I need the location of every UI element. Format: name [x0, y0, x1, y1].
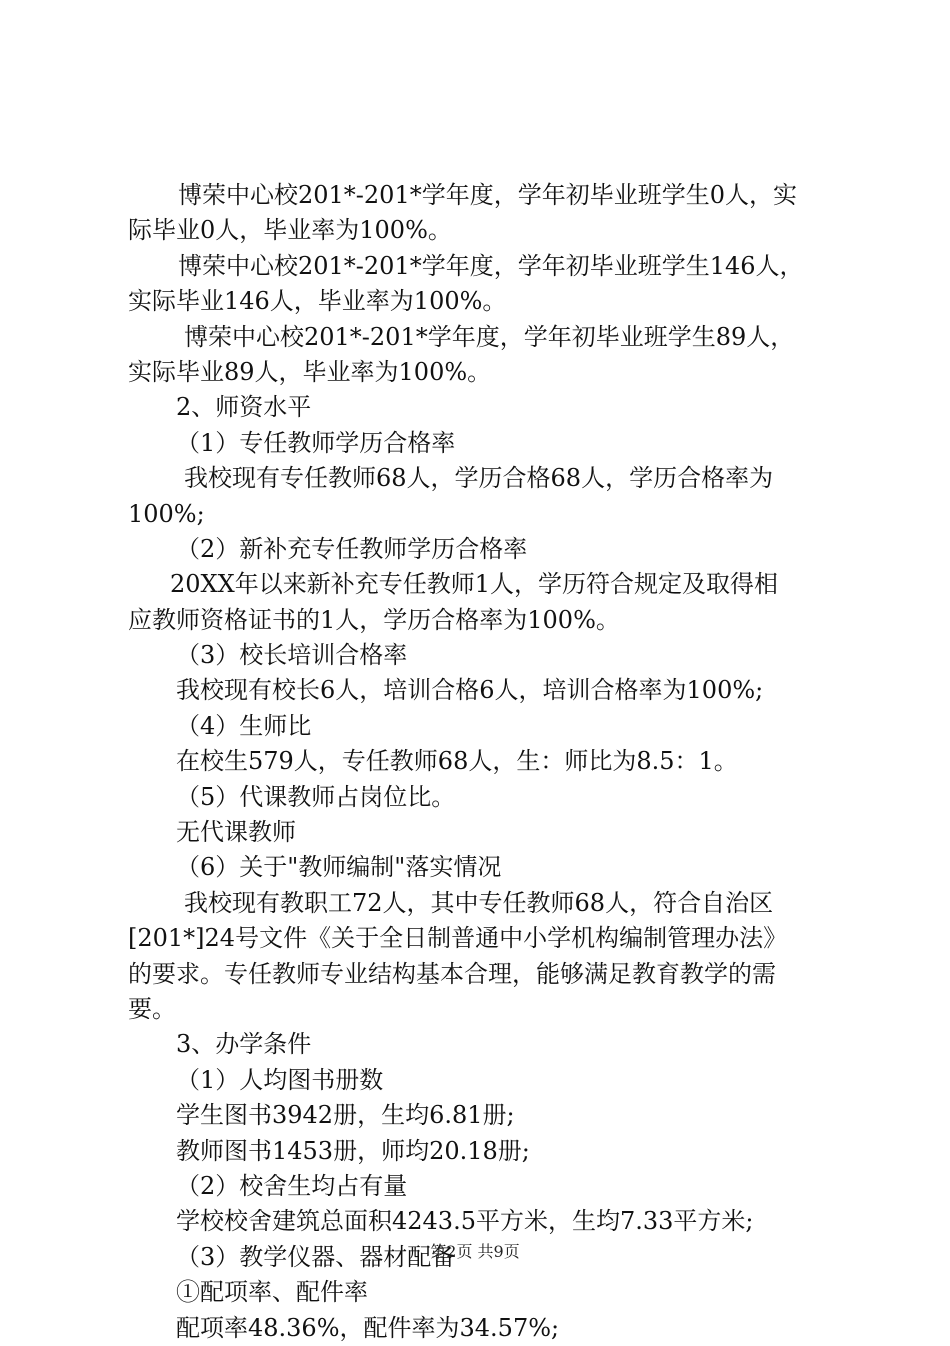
text-line: 博荣中心校201*-201*学年度，学年初毕业班学生146人， — [178, 251, 804, 280]
text-line: 我校现有教职工72人，其中专任教师68人，符合自治区 — [184, 888, 774, 917]
subsection-heading: （6）关于"教师编制"落实情况 — [176, 853, 502, 882]
text-line: 实际毕业146人，毕业率为100%。 — [128, 287, 507, 316]
text-line: 我校现有专任教师68人，学历合格68人，学历合格率为 — [184, 464, 774, 493]
subsection-heading: （3）校长培训合格率 — [176, 641, 408, 670]
text-line: 教师图书1453册，师均20.18册; — [176, 1136, 530, 1165]
text-line: 配项率48.36%，配件率为34.57%; — [176, 1313, 560, 1342]
subsection-heading: （4）生师比 — [176, 711, 312, 740]
section-heading: 3、办学条件 — [176, 1030, 312, 1059]
subsection-heading: （1）专任教师学历合格率 — [176, 428, 456, 457]
text-line: 无代课教师 — [176, 818, 296, 847]
text-line: 博荣中心校201*-201*学年度，学年初毕业班学生0人，实 — [178, 181, 797, 209]
section-heading: 2、师资水平 — [176, 393, 312, 422]
subsection-heading: （2）新补充专任教师学历合格率 — [176, 534, 528, 563]
text-line: 学生图书3942册，生均6.81册; — [176, 1101, 515, 1130]
text-line: 实际毕业89人，毕业率为100%。 — [128, 357, 492, 386]
subsection-heading: （2）校舍生均占有量 — [176, 1171, 408, 1200]
subsection-heading: （3）教学仪器、器材配备 — [176, 1242, 456, 1271]
page-number: 第2页 共9页 — [430, 1242, 520, 1261]
text-line: 际毕业0人，毕业率为100%。 — [128, 216, 452, 245]
text-line: 的要求。专任教师专业结构基本合理，能够满足教育教学的需 — [128, 959, 776, 988]
text-line: 博荣中心校201*-201*学年度，学年初毕业班学生89人， — [184, 322, 795, 351]
subsection-heading: （5）代课教师占岗位比。 — [176, 782, 456, 811]
text-line: 20XX年以来新补充专任教师1人，学历符合规定及取得相 — [170, 570, 778, 599]
text-line: 学校校舍建筑总面积4243.5平方米，生均7.33平方米; — [176, 1207, 754, 1236]
text-line: 在校生579人，专任教师68人，生：师比为8.5：1。 — [176, 747, 738, 776]
subsection-heading: ①配项率、配件率 — [176, 1278, 368, 1307]
text-line: 100%; — [128, 499, 205, 528]
text-line: [201*]24号文件《关于全日制普通中小学机构编制管理办法》 — [128, 924, 788, 953]
subsection-heading: （1）人均图书册数 — [176, 1065, 384, 1094]
text-line: 要。 — [128, 994, 176, 1023]
document-body — [128, 178, 833, 1346]
text-line: 应教师资格证书的1人，学历合格率为100%。 — [128, 605, 620, 634]
text-line: 我校现有校长6人，培训合格6人，培训合格率为100%; — [176, 676, 764, 705]
